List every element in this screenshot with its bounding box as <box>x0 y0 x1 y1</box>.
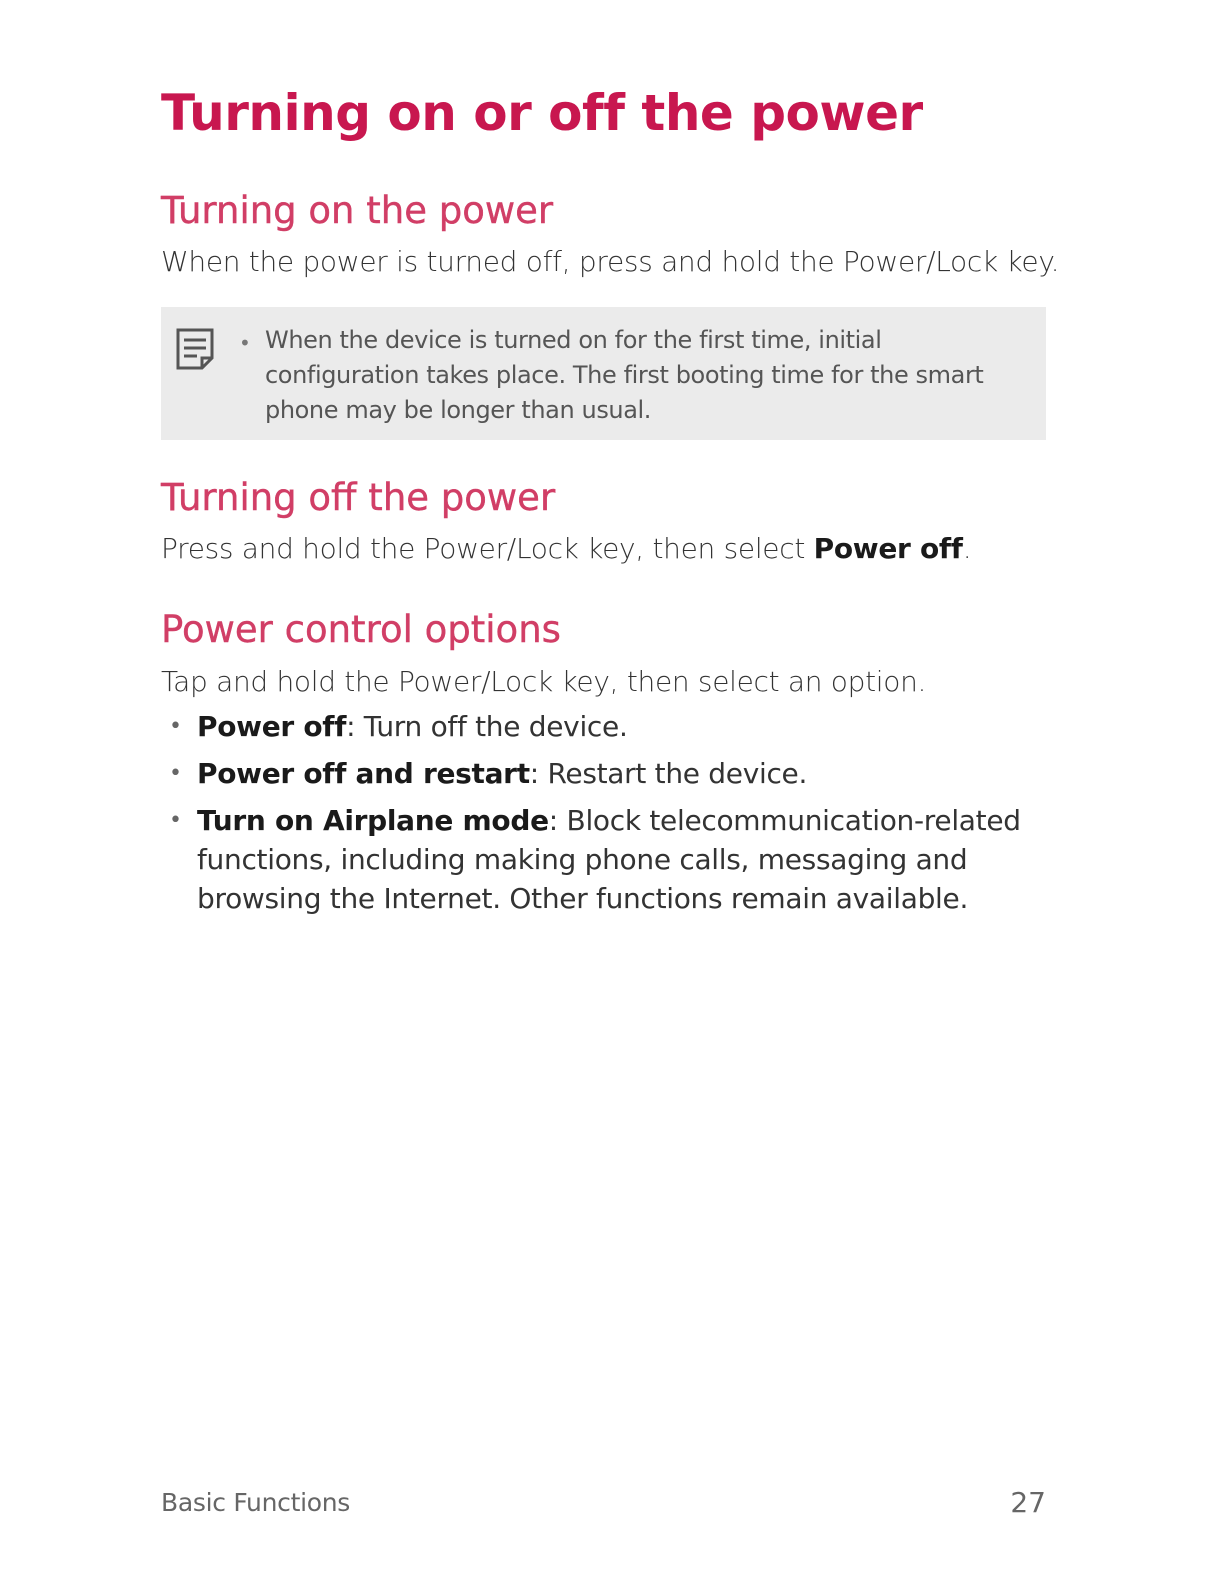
page-title: Turning on or off the power <box>161 84 923 142</box>
note-box <box>161 307 1046 440</box>
option-term: Power off and restart <box>197 757 530 790</box>
note-bullet: • <box>239 331 251 355</box>
option-desc: : Block telecommunication-related functions, including making phone calls, messaging and browsing the Internet. Other functions remain available. <box>197 804 1021 915</box>
footer-section-name: Basic Functions <box>161 1488 350 1517</box>
note-text: When the device is turned on for the first time, initial configuration takes place. The first booting time for the smart phone may be longer than usual. <box>265 326 984 424</box>
turning-off-text <box>161 532 971 565</box>
list-item-airplane-mode <box>161 801 1046 918</box>
list-item-power-off-restart <box>161 754 1046 793</box>
page-number: 27 <box>1010 1486 1046 1519</box>
option-term: Power off <box>197 710 347 743</box>
turning-off-power-off-term: Power off <box>813 532 963 565</box>
bullet-dot: • <box>169 808 182 833</box>
option-desc: : Turn off the device. <box>346 710 628 743</box>
power-options-list <box>161 707 1046 918</box>
bullet-dot: • <box>169 714 182 739</box>
turning-on-text: When the power is turned off, press and hold the Power/Lock key. <box>161 245 1060 278</box>
option-term: Turn on Airplane mode <box>197 804 549 837</box>
heading-turning-off: Turning off the power <box>161 476 556 519</box>
list-item-power-off <box>161 707 1046 746</box>
turning-off-text-suffix: . <box>962 532 972 565</box>
note-icon <box>175 327 215 371</box>
turning-off-text-prefix: Press and hold the Power/Lock key, then select <box>161 532 814 565</box>
power-options-text: Tap and hold the Power/Lock key, then select an option. <box>161 665 927 698</box>
option-desc: : Restart the device. <box>529 757 808 790</box>
heading-power-options: Power control options <box>161 608 561 651</box>
heading-turning-on: Turning on the power <box>161 189 554 232</box>
bullet-dot: • <box>169 761 182 786</box>
